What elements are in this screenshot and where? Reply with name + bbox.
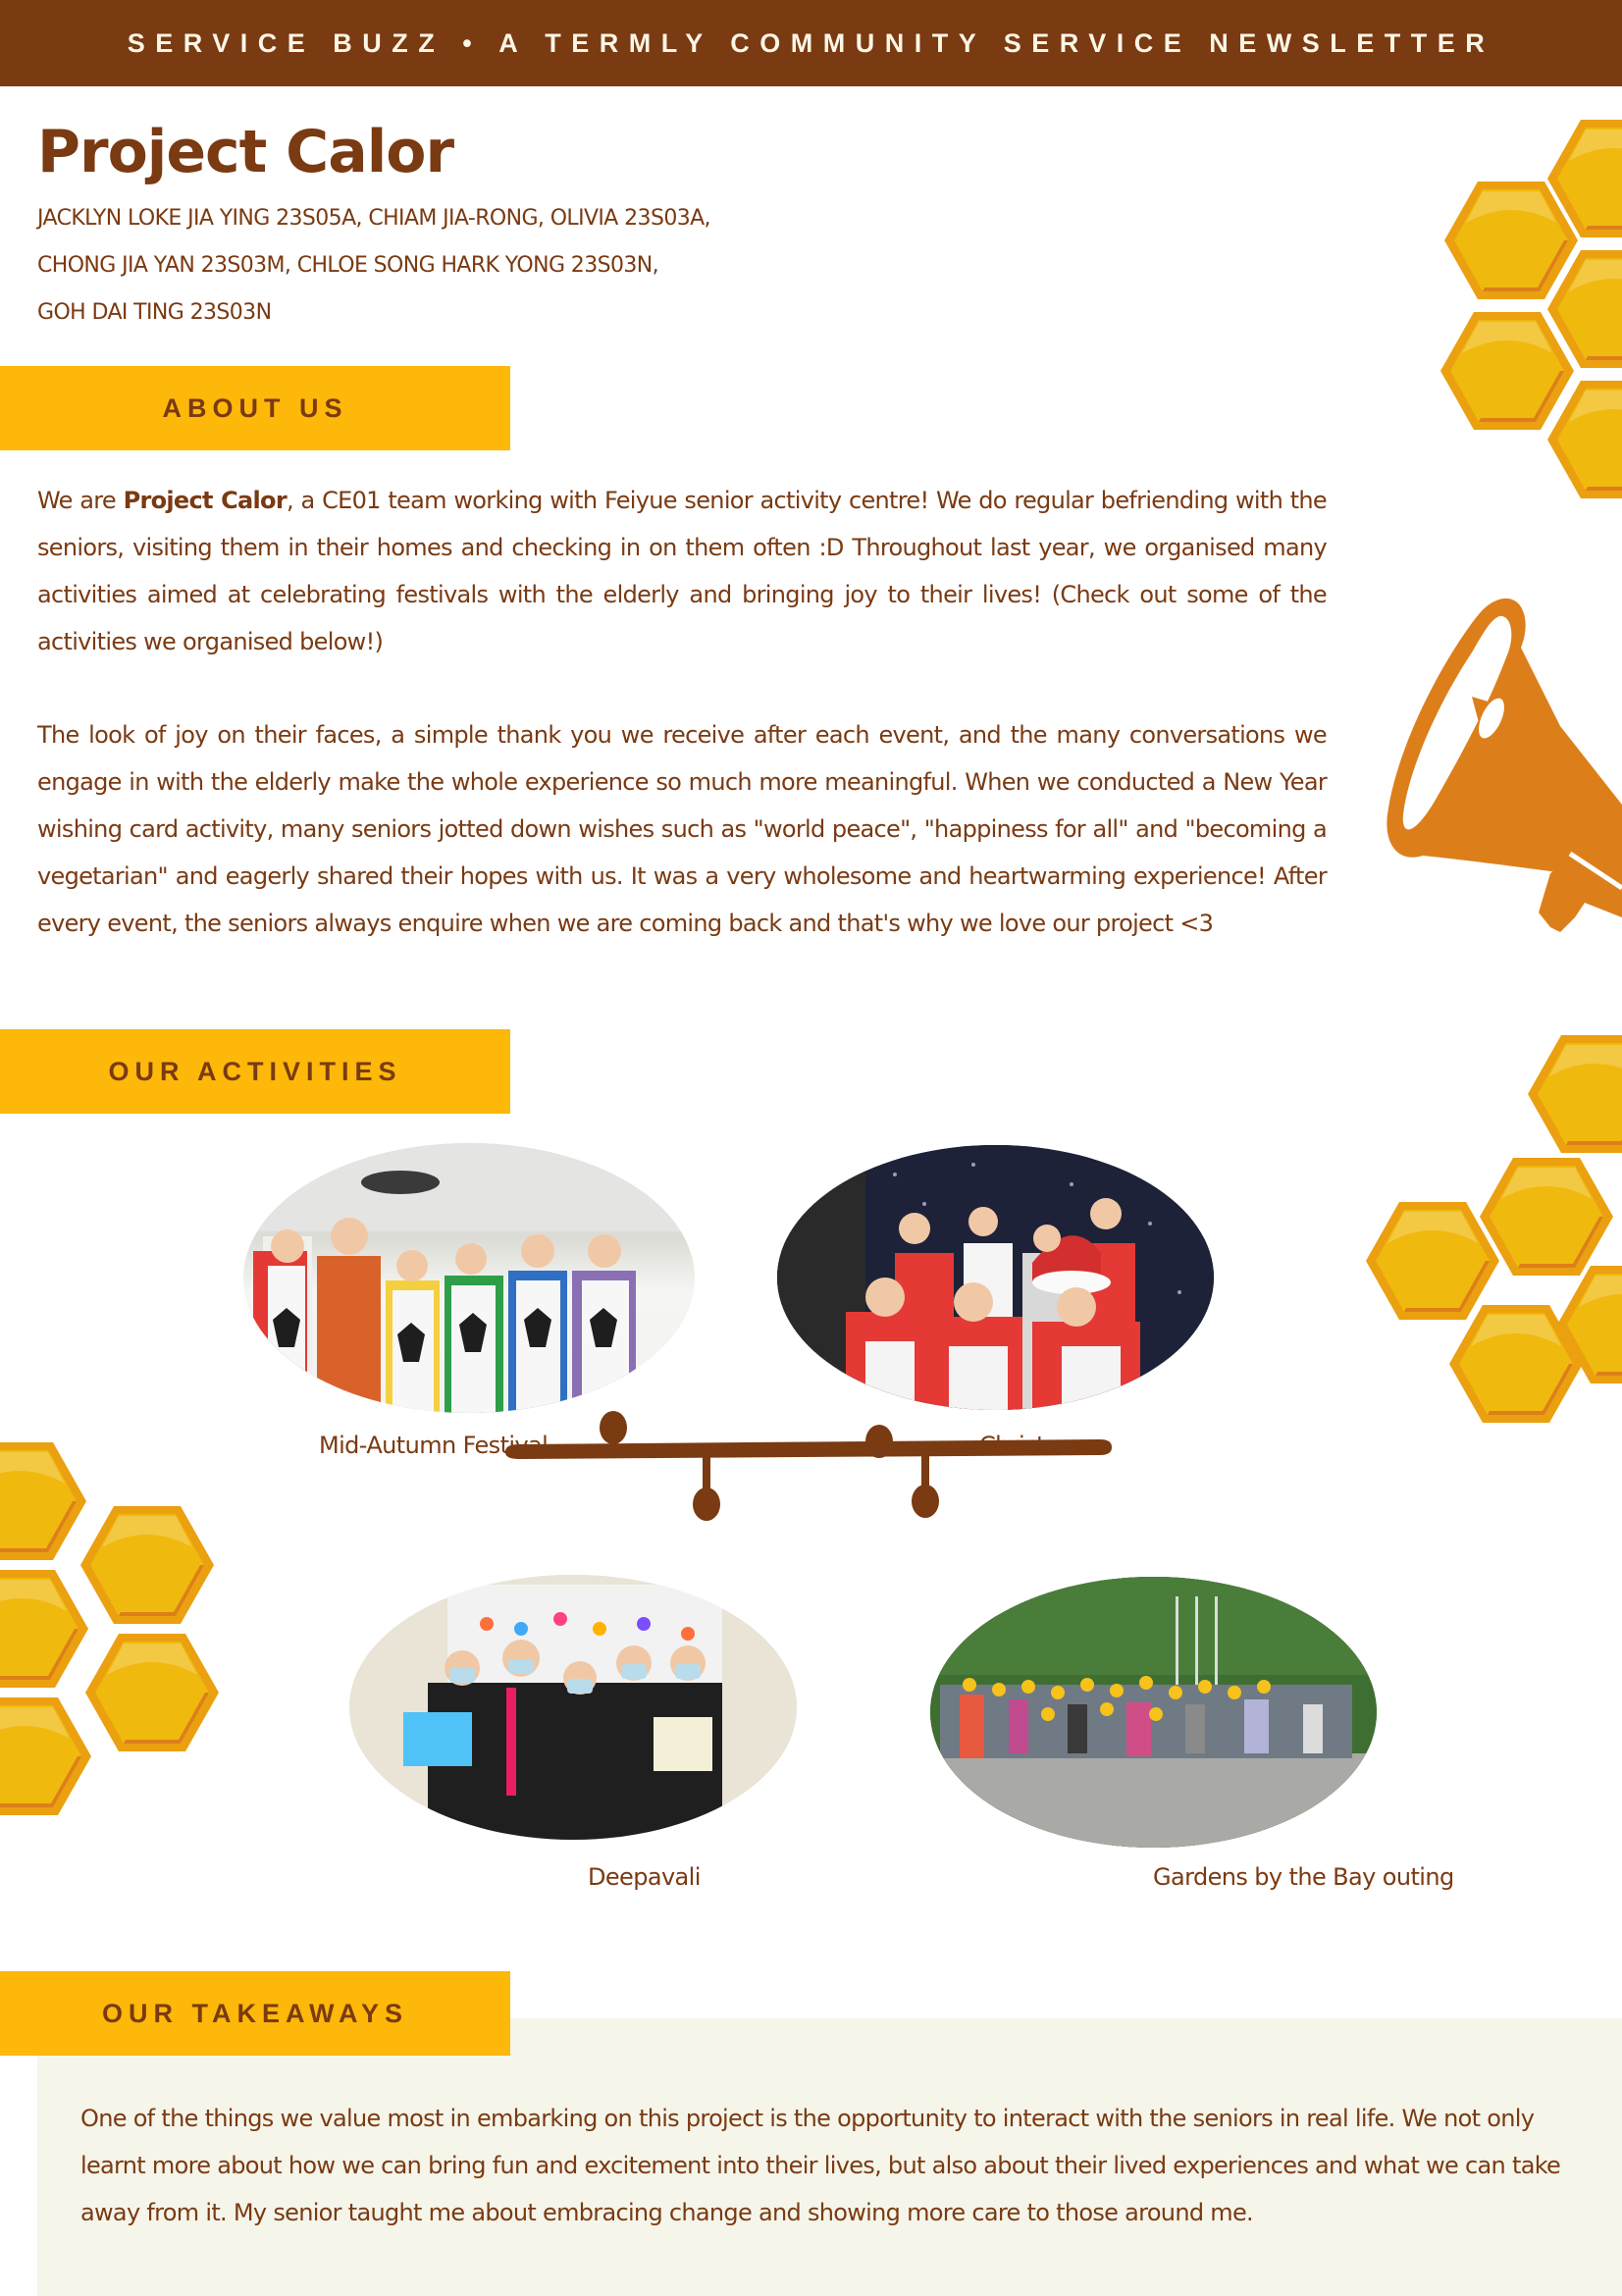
about-text: , a CE01 team working with Feiyue senior activity centre! We do regular befriending with the seniors, visiting them in their homes and checking in on them often :D Throughout last year, we organised many activities aimed at celebrating festivals with the elderly and bringing joy to their lives! (Check out some of the activities we organised below!) xyxy=(37,487,1327,655)
honeycomb-icon xyxy=(1403,118,1622,530)
project-title: Project Calor xyxy=(37,118,454,186)
our-activities-heading xyxy=(0,1029,510,1114)
our-activities-heading-text: OUR ACTIVITIES xyxy=(108,1056,402,1086)
group-photo-gardens-by-the-bay xyxy=(930,1577,1377,1848)
project-name-bold: Project Calor xyxy=(123,487,287,514)
our-takeaways-heading-text: OUR TAKEAWAYS xyxy=(101,1998,409,2028)
caption-christmas: Christmas xyxy=(979,1432,1093,1459)
about-us-heading xyxy=(0,366,510,450)
honeycomb-icon xyxy=(1344,1030,1622,1442)
member-line: GOH DAI TING 23S03N xyxy=(37,300,272,325)
newsletter-banner xyxy=(0,0,1622,86)
group-photo-christmas xyxy=(777,1145,1214,1410)
about-paragraph-2: The look of joy on their faces, a simple thank you we receive after each event, and the many conversations we engage in with the elderly make the whole experience so much more meaningful. When we conducted a New Year wishing card activity, many seniors jotted down wishes such as "world peace", "happiness for all" and "becoming a vegetarian" and eagerly shared their hopes with us. It was a very wholesome and heartwarming experience! After every event, the seniors always enquire when we are coming back and that's why we love our project <3 xyxy=(37,721,1327,937)
member-line: CHONG JIA YAN 23S03M, CHLOE SONG HARK YONG 23S03N, xyxy=(37,253,659,278)
member-list xyxy=(37,201,710,342)
caption-mid-autumn: Mid-Autumn Festival xyxy=(319,1432,549,1459)
takeaways-paragraph: One of the things we value most in embarking on this project is the opportunity to interact with the seniors in real life. We not only learnt more about how we can bring fun and excitement into their lives, but also about their lived experiences and what we can take away from it. My senior taught me about embracing change and showing more care to those around me. xyxy=(80,2105,1561,2226)
newsletter-banner-text: SERVICE BUZZ • A TERMLY COMMUNITY SERVICE NEWSLETTER xyxy=(127,27,1495,58)
caption-gardens-by-the-bay: Gardens by the Bay outing xyxy=(1153,1863,1454,1891)
group-photo-mid-autumn xyxy=(243,1143,695,1413)
about-paragraph-1 xyxy=(37,477,1327,665)
member-line: JACKLYN LOKE JIA YING 23S05A, CHIAM JIA-RONG, OLIVIA 23S03A, xyxy=(37,206,710,231)
honeycomb-icon xyxy=(0,1423,235,1825)
megaphone-icon xyxy=(1374,579,1622,932)
caption-deepavali: Deepavali xyxy=(588,1863,701,1891)
timeline-icon xyxy=(491,1403,1119,1585)
about-us-heading-text: ABOUT US xyxy=(162,392,348,423)
our-takeaways-heading xyxy=(0,1971,510,2056)
about-text: We are xyxy=(37,487,124,514)
group-photo-deepavali xyxy=(349,1575,797,1840)
